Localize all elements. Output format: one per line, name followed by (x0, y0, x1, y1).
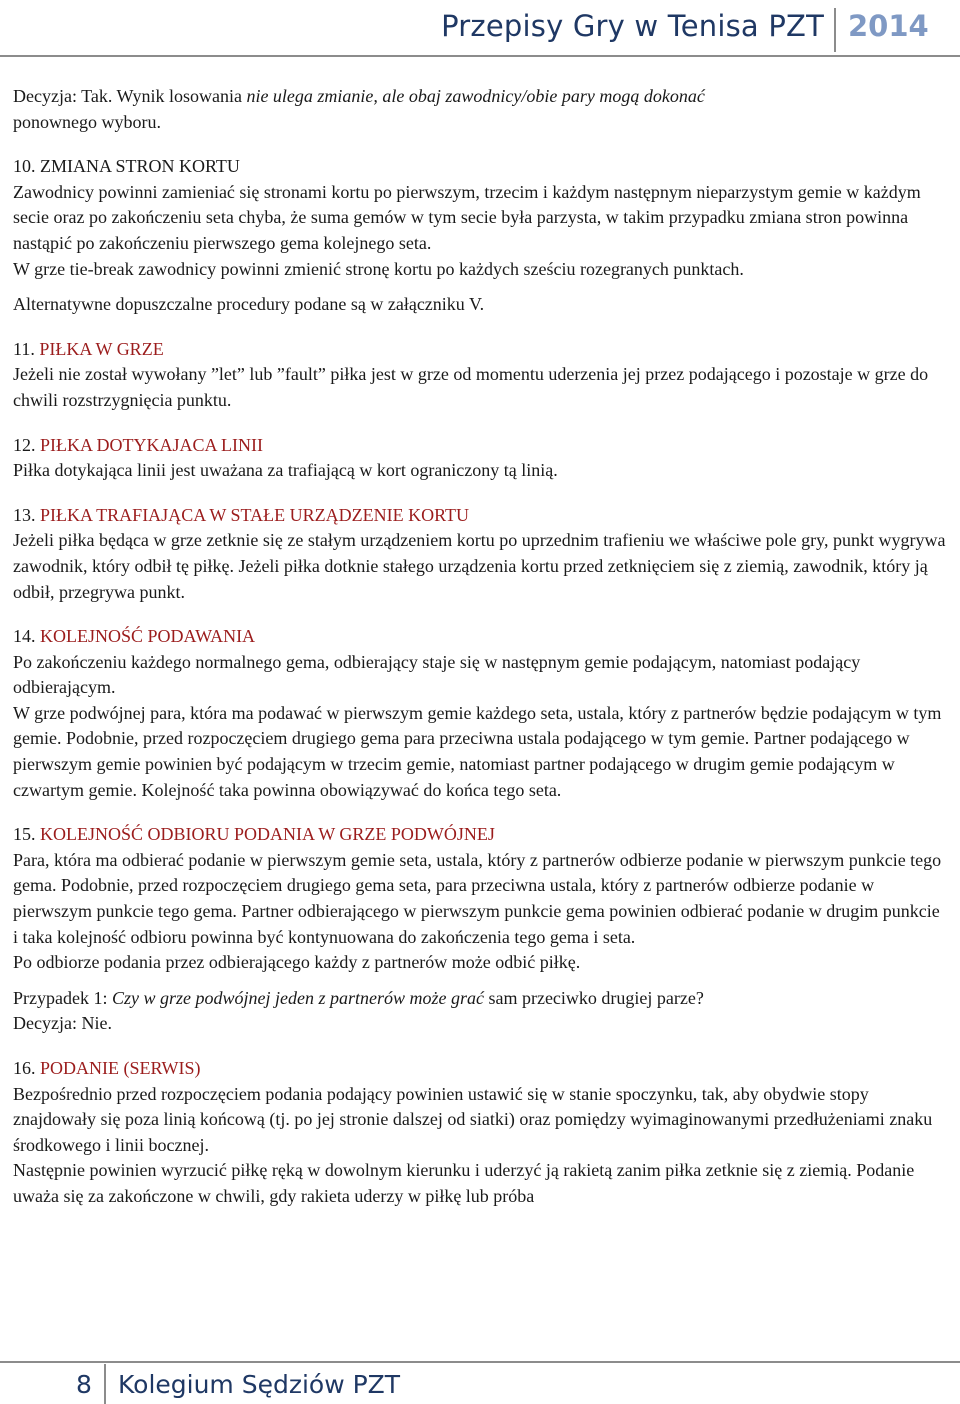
page-footer (0, 1358, 960, 1404)
section-10-para-1: Zawodnicy powinni zamieniać się stronami kortu po pierwszym, trzecim i każdym następnym nieparzystym gemie w każdym secie oraz po zakończeniu seta chyba, że suma gemów w tym secie była parzysta, w takim przypadku zmiana stron powinna nastąpić po zakończeniu pierwszego gema kolejnego seta. (13, 181, 921, 253)
section-16-number: 16. (13, 1058, 40, 1078)
section-11-heading (13, 337, 948, 363)
footer-separator (104, 1364, 106, 1404)
section-12-heading (13, 433, 948, 459)
intro-decision-italic: nie ulega zmianie, ale obaj zawodnicy/obie pary mogą dokonać (246, 86, 705, 106)
section-14-para-1: Po zakończeniu każdego normalnego gema, odbierający staje się w następnym gemie podającym, natomiast podający odbierającym. (13, 651, 861, 698)
section-13-title: PIŁKA TRAFIAJĄCA W STAŁE URZĄDZENIE KORTU (40, 504, 469, 525)
section-15-case (13, 986, 948, 1012)
section-15-number: 15. (13, 824, 40, 845)
section-13-heading (13, 503, 948, 529)
intro-decision (13, 84, 948, 135)
section-10-para-3: Alternatywne dopuszczalne procedury podane są w załączniku V. (13, 294, 485, 315)
section-12-title: PIŁKA DOTYKAJACA LINII (40, 434, 263, 455)
header-separator (834, 8, 836, 52)
section-11-para-1: Jeżeli nie został wywołany ˮletˮ lub ˮfaultˮ piłka jest w grze od momentu uderzenia jej przez podającego i pozostaje w grze do chwili rozstrzygnięcia punktu. (13, 364, 929, 410)
header-rule (0, 55, 960, 57)
section-15-para-2: Po odbiorze podania przez odbierającego każdy z partnerów może odbić piłkę. (13, 952, 581, 973)
case-question: Czy w grze podwójnej jeden z partnerów może grać (111, 987, 489, 1008)
intro-decision-cont: ponownego wyboru. (13, 111, 161, 132)
case-tail: sam przeciwko drugiej parze? (488, 987, 704, 1008)
footer-rule (0, 1361, 960, 1363)
section-15-heading (13, 822, 948, 848)
section-14-para-2: W grze podwójnej para, która ma podawać w pierwszym gemie każdego seta, ustala, który z partnerów będzie podającym w tym gemie. Podobnie, przed rozpoczęciem drugiego gema para przeciwna ustala podającego w tym gemie. Partner podającego w pierwszym gemie powinien być podającym w trzecim gemie, natomiast partner podającego w drugim gemie podającym w czwartym gemie. Kolejność taka powinna obowiązywać do końca tego seta. (13, 702, 942, 800)
page-header (0, 0, 960, 62)
section-12-number: 12. (13, 434, 40, 455)
section-16-title: PODANIE (SERWIS) (40, 1058, 201, 1078)
section-13-number: 13. (13, 504, 40, 525)
section-14-title: KOLEJNOŚĆ PODAWANIA (40, 626, 256, 647)
section-11-title: PIŁKA W GRZE (39, 338, 164, 359)
intro-decision-text: Decyzja: Tak. Wynik losowania (13, 86, 247, 106)
section-10-para-2: W grze tie-break zawodnicy powinni zmienić stronę kortu po każdych sześciu rozegranych punktach. (13, 258, 744, 279)
section-12-para-1: Piłka dotykająca linii jest uważana za trafiającą w kort ograniczony tą linią. (13, 460, 558, 481)
section-13-para-1: Jeżeli piłka będąca w grze zetknie się ze stałym urządzeniem kortu po uprzednim trafieniu we właściwe pole gry, punkt wygrywa zawodnik, który odbił tę piłkę. Jeżeli piłka dotknie stałego urządzenia kortu przed zetknięciem się z ziemią, zawodnik, który ją odbił, przegrywa punkt. (13, 530, 946, 602)
document-body (13, 84, 948, 1210)
page-number: 8 (76, 1370, 92, 1399)
section-14-heading (13, 624, 948, 650)
section-15-decision: Decyzja: Nie. (13, 1013, 112, 1034)
header-title: Przepisy Gry w Tenisa PZT (441, 9, 824, 43)
section-15-title: KOLEJNOŚĆ ODBIORU PODANIA W GRZE PODWÓJNEJ (40, 824, 495, 845)
section-10-heading: 10. ZMIANA STRON KORTU (13, 156, 240, 177)
section-16-heading (13, 1056, 948, 1082)
section-14-number: 14. (13, 626, 40, 647)
section-16-para-1: Bezpośrednio przed rozpoczęciem podania podający powinien ustawić się w stanie spoczynku, tak, aby obydwie stopy znajdowały się poza linią końcową (tj. po jej stronie dalszej od siatki) oraz pomiędzy wyimaginowanymi przedłużeniami znaku środkowego i linii bocznej. (13, 1083, 933, 1155)
footer-publisher: Kolegium Sędziów PZT (118, 1370, 401, 1399)
case-label: Przypadek 1: (13, 987, 112, 1008)
section-16-para-2: Następnie powinien wyrzucić piłkę ręką w dowolnym kierunku i uderzyć ją rakietą zanim piłka zetknie się z ziemią. Podanie uważa się za zakończone w chwili, gdy rakieta uderzy w piłkę lub próba (13, 1160, 915, 1206)
header-year: 2014 (848, 9, 929, 43)
section-15-para-1: Para, która ma odbierać podanie w pierwszym gemie seta, ustala, który z partnerów odbierze podanie w pierwszym punkcie tego gema. Podobnie, przed rozpoczęciem drugiego gema seta, para przeciwna ustala, który z partnerów odbierze podanie w pierwszym punkcie tego gema. Partner odbierającego w pierwszym punkcie gema powinien odbierać podanie w drugim punkcie i taka kolejność odbioru powinna być kontynuowana do zakończenia tego gema i seta. (13, 849, 942, 947)
section-11-number: 11. (13, 338, 40, 359)
